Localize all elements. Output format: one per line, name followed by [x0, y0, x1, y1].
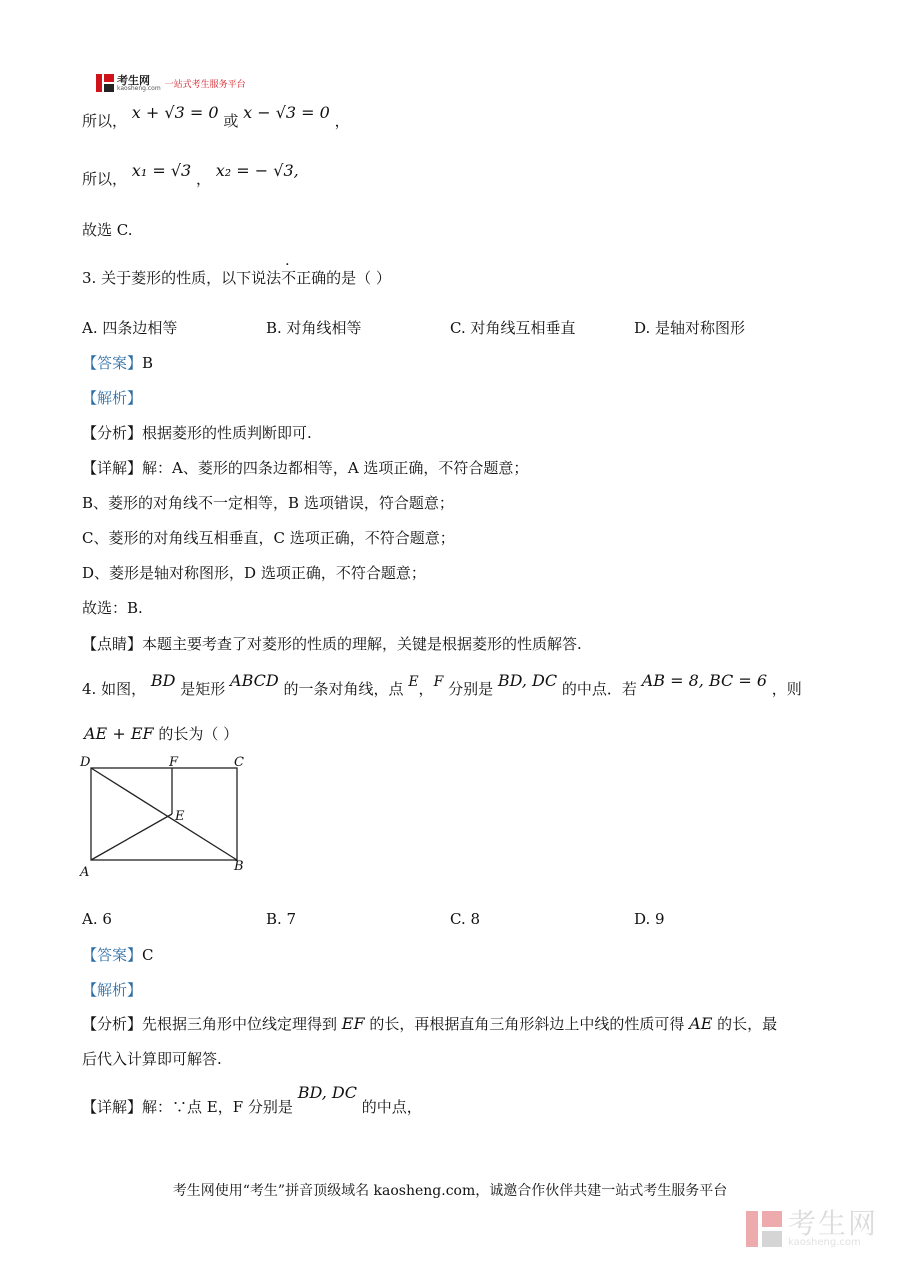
q3-stem: 3. 关于菱形的性质，以下说法不正确的是（ ） — [82, 269, 391, 287]
diagonal-bd — [91, 768, 237, 860]
q4-option-c: C. 8 — [450, 910, 481, 928]
answer-tag: 【答案】 — [82, 946, 143, 964]
q3-option-b: B. 对角线相等 — [266, 319, 362, 337]
q4-rectangle-figure — [76, 752, 256, 880]
watermark-name: 考生网 — [787, 1207, 878, 1240]
q3-detail-2: B、菱形的对角线不一定相等，B 选项错误，符合题意； — [82, 494, 454, 512]
header-logo — [96, 72, 246, 94]
watermark-logo — [746, 1207, 878, 1248]
q3-answer: 【答案】B — [82, 354, 154, 372]
watermark-domain: kaosheng.com — [787, 1237, 861, 1248]
label-e: E — [175, 809, 185, 824]
label-d: D — [80, 755, 91, 770]
q4-option-d: D. 9 — [634, 910, 665, 928]
q3-detail-4: D、菱形是轴对称图形，D 选项正确，不符合题意； — [82, 564, 426, 582]
segment-ae — [91, 814, 172, 860]
footer-text: 考生网使用“考生”拼音顶级域名 kaosheng.com，诚邀合作伙伴共建一站式考生服务平台 — [172, 1183, 728, 1199]
q3-option-c: C. 对角线互相垂直 — [450, 319, 576, 337]
q3-analysis-tag: 【解析】 — [82, 389, 143, 407]
q3-detail-3: C、菱形的对角线互相垂直，C 选项正确，不符合题意； — [82, 529, 455, 547]
q3-option-d: D. 是轴对称图形 — [634, 319, 746, 337]
q3-option-a: A. 四条边相等 — [82, 319, 178, 337]
q3-detail-1: 【详解】解：A、菱形的四条边都相等，A 选项正确，不符合题意； — [82, 459, 529, 477]
q4-fenxi-line-2: 后代入计算即可解答. — [82, 1050, 222, 1068]
q4-analysis-tag: 【解析】 — [82, 981, 143, 999]
label-a: A — [80, 865, 90, 880]
q4-fenxi-line-1: 【分析】先根据三角形中位线定理得到 EF 的长，再根据直角三角形斜边上中线的性质可得 AE 的长，最 — [82, 1014, 778, 1033]
label-f: F — [169, 755, 179, 770]
q4-stem-line-2: AE + EF 的长为（ ） — [84, 724, 239, 743]
solution-choice: 故选 C. — [82, 221, 133, 239]
q3-choose: 故选：B. — [82, 599, 143, 617]
watermark-mark-icon — [746, 1211, 782, 1247]
logo-slogan: 一站式考生服务平台 — [164, 79, 246, 90]
q3-fenxi: 【分析】根据菱形的性质判断即可. — [82, 424, 312, 442]
q3-dianjing: 【点睛】本题主要考查了对菱形的性质的理解，关键是根据菱形的性质解答. — [82, 635, 582, 653]
label-c: C — [234, 755, 244, 770]
q4-option-a: A. 6 — [82, 910, 112, 928]
q4-detail: 【详解】解：∵点 E，F 分别是 BD, DC 的中点， — [82, 1083, 422, 1116]
q3-emphasis: 不正确 — [281, 269, 327, 287]
q4-option-b: B. 7 — [266, 910, 297, 928]
solution-line-1: 所以， x + √3 = 0 或 x − √3 = 0 ， — [82, 103, 350, 130]
logo-name: 考生网 — [117, 73, 150, 87]
logo-mark-icon — [96, 74, 114, 92]
q4-stem-line-1: 4. 如图， BD 是矩形 ABCD 的一条对角线，点 E，F 分别是 BD, DC 的中点．若 AB = 8, BC = 6 ，则 — [82, 671, 802, 698]
solution-line-2: 所以， x₁ = √3 ， x₂ = − √3, — [82, 161, 299, 188]
logo-domain: kaosheng.com — [117, 84, 161, 92]
answer-tag: 【答案】 — [82, 354, 143, 372]
label-b: B — [234, 859, 244, 874]
q4-answer: 【答案】C — [82, 946, 154, 964]
